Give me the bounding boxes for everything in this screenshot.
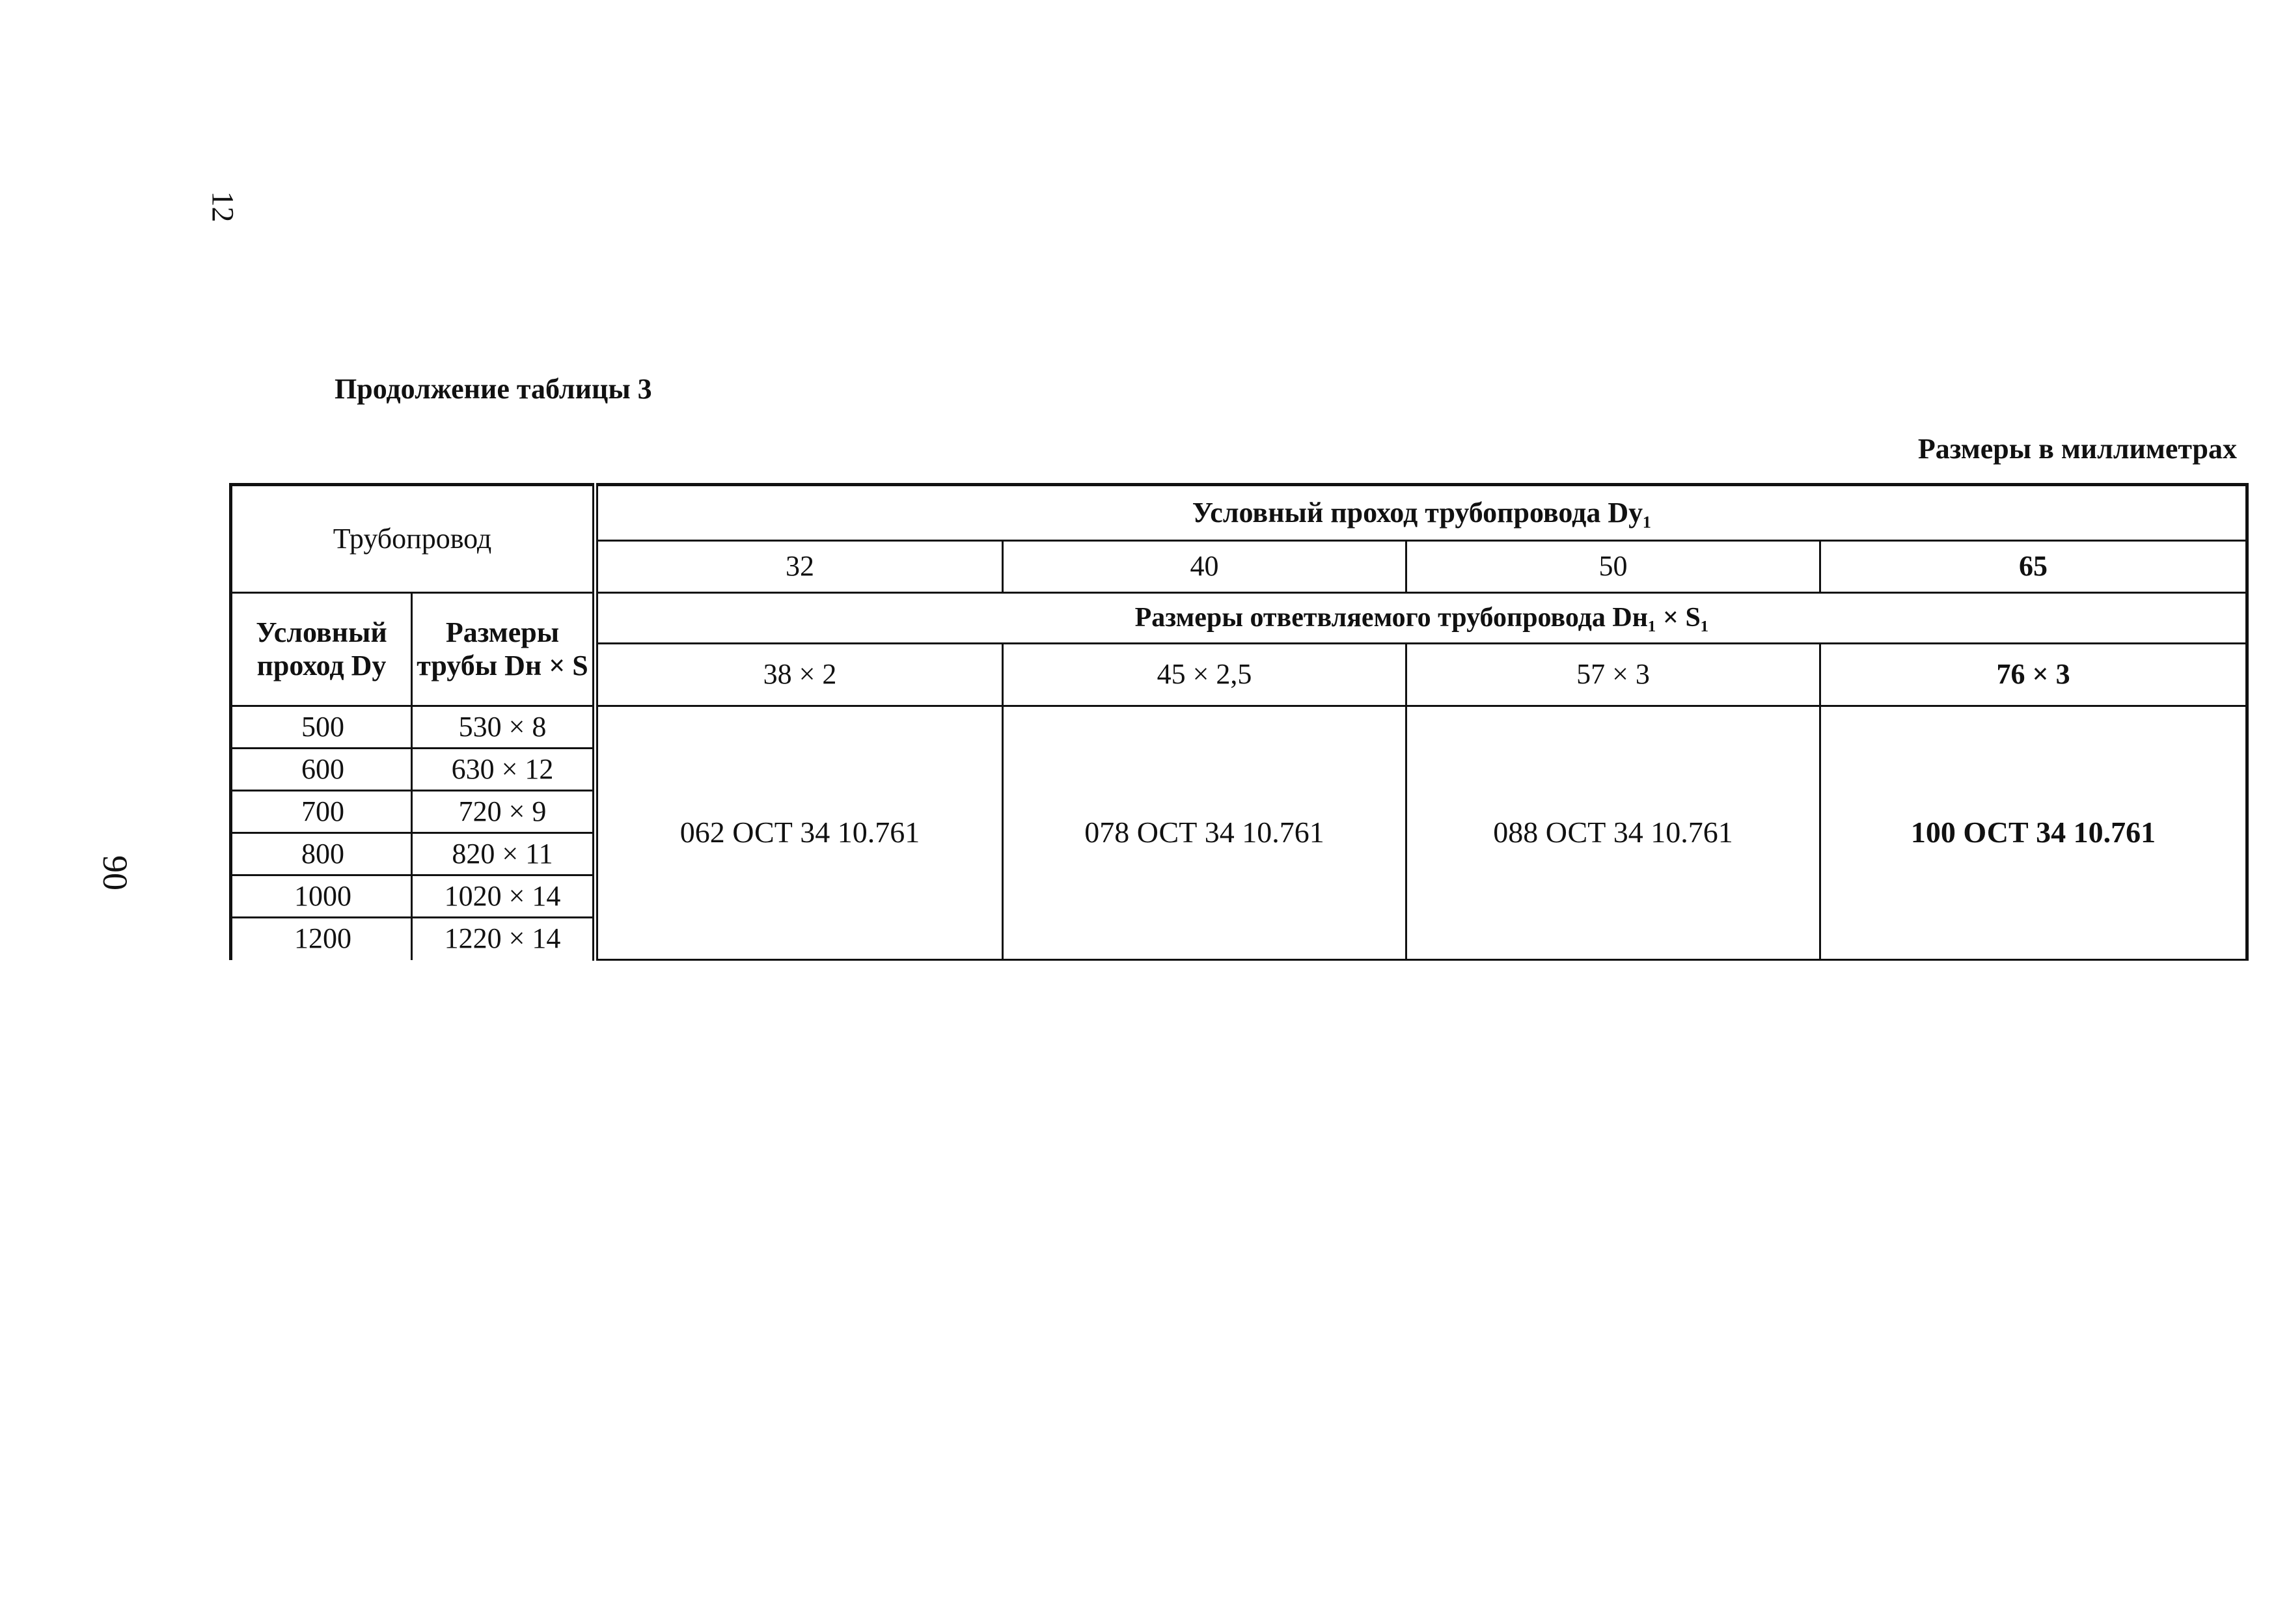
dy-cell: 700: [231, 791, 412, 833]
pipe-size-cell: 630 × 12: [412, 749, 596, 791]
table-row: [231, 706, 2247, 749]
page-number-side: 90: [96, 855, 135, 890]
nominal-bore-value: 40: [1003, 541, 1406, 593]
designation-cell: 100 ОСТ 34 10.761: [1820, 706, 2247, 960]
branch-size-header: Размеры ответвляемого трубопровода Dн₁ × S₁: [596, 593, 2247, 644]
nominal-bore-header: Условный проход трубопровода Dy₁: [596, 485, 2247, 541]
nominal-bore-value: 32: [596, 541, 1003, 593]
pipe-fittings-table: [229, 483, 2245, 961]
branch-size-value: 76 × 3: [1820, 644, 2247, 706]
dy-cell: 800: [231, 833, 412, 875]
branch-size-value: 38 × 2: [596, 644, 1003, 706]
pipe-size-cell: 1220 × 14: [412, 918, 596, 960]
dy-cell: 1000: [231, 875, 412, 918]
designation-cell: 078 ОСТ 34 10.761: [1003, 706, 1406, 960]
pipe-size-cell: 530 × 8: [412, 706, 596, 749]
dy-cell: 1200: [231, 918, 412, 960]
table-caption: Продолжение таблицы 3: [335, 373, 652, 405]
branch-size-value: 45 × 2,5: [1003, 644, 1406, 706]
pipe-size-cell: 1020 × 14: [412, 875, 596, 918]
designation-cell: 062 ОСТ 34 10.761: [596, 706, 1003, 960]
nominal-bore-value: 50: [1406, 541, 1820, 593]
dy-cell: 500: [231, 706, 412, 749]
nominal-bore-value: 65: [1820, 541, 2247, 593]
pipeline-header: Трубопровод: [231, 485, 596, 593]
dy-cell: 600: [231, 749, 412, 791]
pipe-size-cell: 720 × 9: [412, 791, 596, 833]
pipe-size-cell: 820 × 11: [412, 833, 596, 875]
branch-size-value: 57 × 3: [1406, 644, 1820, 706]
col-header-dy: Условный проход Dy: [231, 593, 412, 706]
units-note: Размеры в миллиметрах: [1917, 433, 2237, 465]
page-number-top: 12: [205, 191, 240, 223]
col-header-pipe-size: Размеры трубы Dн × S: [412, 593, 596, 706]
designation-cell: 088 ОСТ 34 10.761: [1406, 706, 1820, 960]
